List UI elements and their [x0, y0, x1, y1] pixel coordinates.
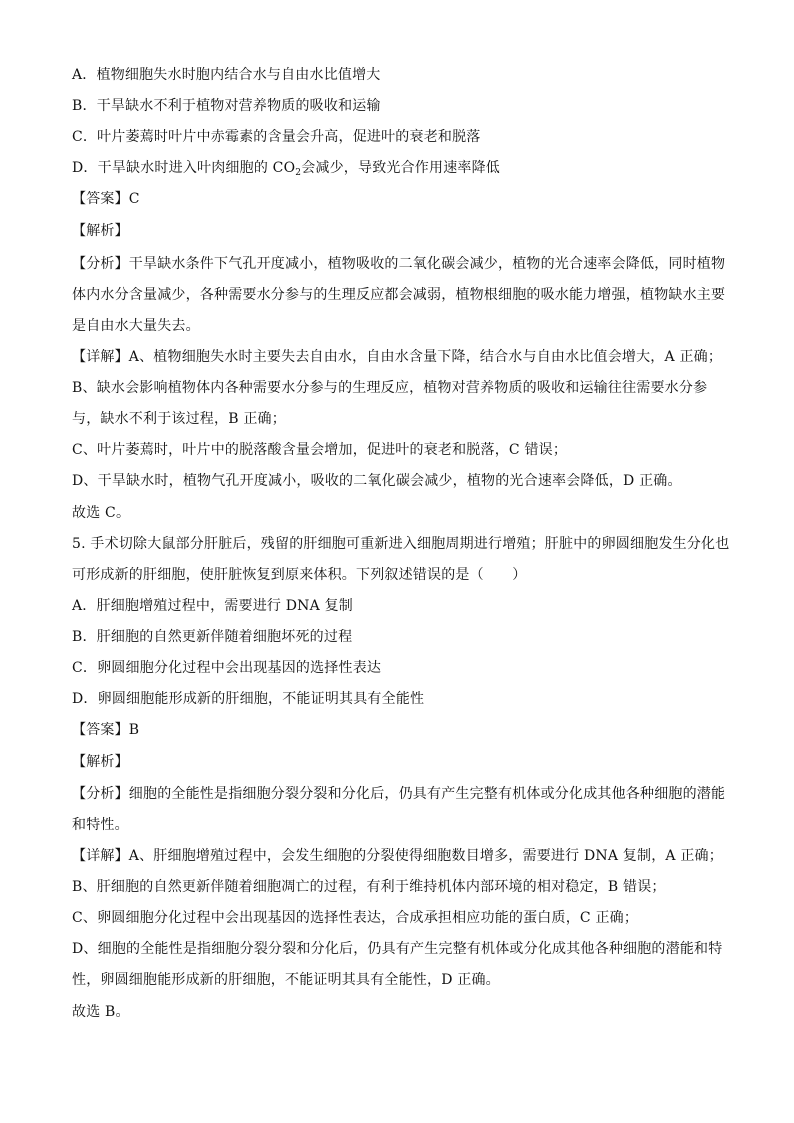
- q4-analysis-line: 体内水分含量减少，各种需要水分参与的生理反应都会减弱，植物根细胞的吸水能力增强，植物缺水主要: [72, 287, 726, 303]
- q4-option-d-text-start: D．干旱缺水时进入叶肉细胞的 CO: [72, 160, 296, 176]
- q5-answer: 【答案】B: [72, 722, 140, 738]
- q5-detail-line: D、细胞的全能性是指细胞分裂分裂和分化后，仍具有产生完整有机体或分化成其他各种细胞的潜能和特: [72, 941, 723, 957]
- q4-option-c: C．叶片萎蔫时叶片中赤霉素的含量会升高，促进叶的衰老和脱落: [72, 129, 481, 145]
- q5-option-a: A．肝细胞增殖过程中，需要进行 DNA 复制: [72, 598, 353, 614]
- q4-conclusion: 故选 C。: [72, 505, 131, 521]
- q4-option-d: [72, 158, 722, 183]
- q5-detail-line: C、卵圆细胞分化过程中会出现基因的选择性表达，合成承担相应功能的蛋白质，C 正确；: [72, 910, 639, 926]
- q4-analysis-line: 是自由水大量失去。: [72, 318, 200, 334]
- q5-analysis-line: 和特性。: [72, 817, 129, 833]
- q5-stem-line: 可形成新的肝细胞，使肝脏恢复到原来体积。下列叙述错误的是（ ）: [72, 567, 527, 583]
- q5-stem-line: 5. 手术切除大鼠部分肝脏后，残留的肝细胞可重新进入细胞周期进行增殖；肝脏中的卵圆细胞发生分化也: [72, 536, 730, 552]
- q5-analysis-line: 【分析】细胞的全能性是指细胞分裂分裂和分化后，仍具有产生完整有机体或分化成其他各种细胞的潜能: [72, 786, 726, 802]
- q5-detail-line: B、肝细胞的自然更新伴随着细胞凋亡的过程，有利于维持机体内部环境的相对稳定，B 错误；: [72, 879, 666, 895]
- q4-jiexi-heading: 【解析】: [72, 223, 129, 239]
- q5-option-c: C．卵圆细胞分化过程中会出现基因的选择性表达: [72, 660, 382, 676]
- q5-conclusion: 故选 B。: [72, 1004, 130, 1020]
- q5-detail-line: 【详解】A、肝细胞增殖过程中，会发生细胞的分裂使得细胞数目增多，需要进行 DNA 复制，A 正确；: [72, 848, 723, 864]
- q5-jiexi-heading: 【解析】: [72, 754, 129, 770]
- q4-option-b: B．干旱缺水不利于植物对营养物质的吸收和运输: [72, 98, 381, 114]
- q5-option-b: B．肝细胞的自然更新伴随着细胞坏死的过程: [72, 629, 353, 645]
- q5-detail-line: 性，卵圆细胞能形成新的肝细胞，不能证明其具有全能性，D 正确。: [72, 972, 500, 988]
- q4-detail-line: D、干旱缺水时，植物气孔开度减小，吸收的二氧化碳会减少，植物的光合速率会降低，D 正确。: [72, 473, 682, 489]
- q5-option-d: D．卵圆细胞能形成新的肝细胞，不能证明其具有全能性: [72, 691, 425, 707]
- q4-detail-line: 【详解】A、植物细胞失水时主要失去自由水，自由水含量下降，结合水与自由水比值会增大，A 正确；: [72, 349, 723, 365]
- q4-detail-line: C、叶片萎蔫时，叶片中的脱落酸含量会增加，促进叶的衰老和脱落，C 错误；: [72, 442, 568, 458]
- q4-detail-line: B、缺水会影响植物体内各种需要水分参与的生理反应，植物对营养物质的吸收和运输往往需要水分参: [72, 380, 708, 396]
- q4-analysis-line: 【分析】干旱缺水条件下气孔开度减小，植物吸收的二氧化碳会减少，植物的光合速率会降低，同时植物: [72, 256, 726, 272]
- q4-option-d-subscript: 2: [295, 168, 302, 178]
- q4-option-a: A．植物细胞失水时胞内结合水与自由水比值增大: [72, 67, 381, 83]
- q4-option-d-text-end: 会减少，导致光合作用速率降低: [301, 160, 501, 176]
- q4-detail-line: 与，缺水不利于该过程，B 正确；: [72, 411, 286, 427]
- q4-answer: 【答案】C: [72, 191, 140, 207]
